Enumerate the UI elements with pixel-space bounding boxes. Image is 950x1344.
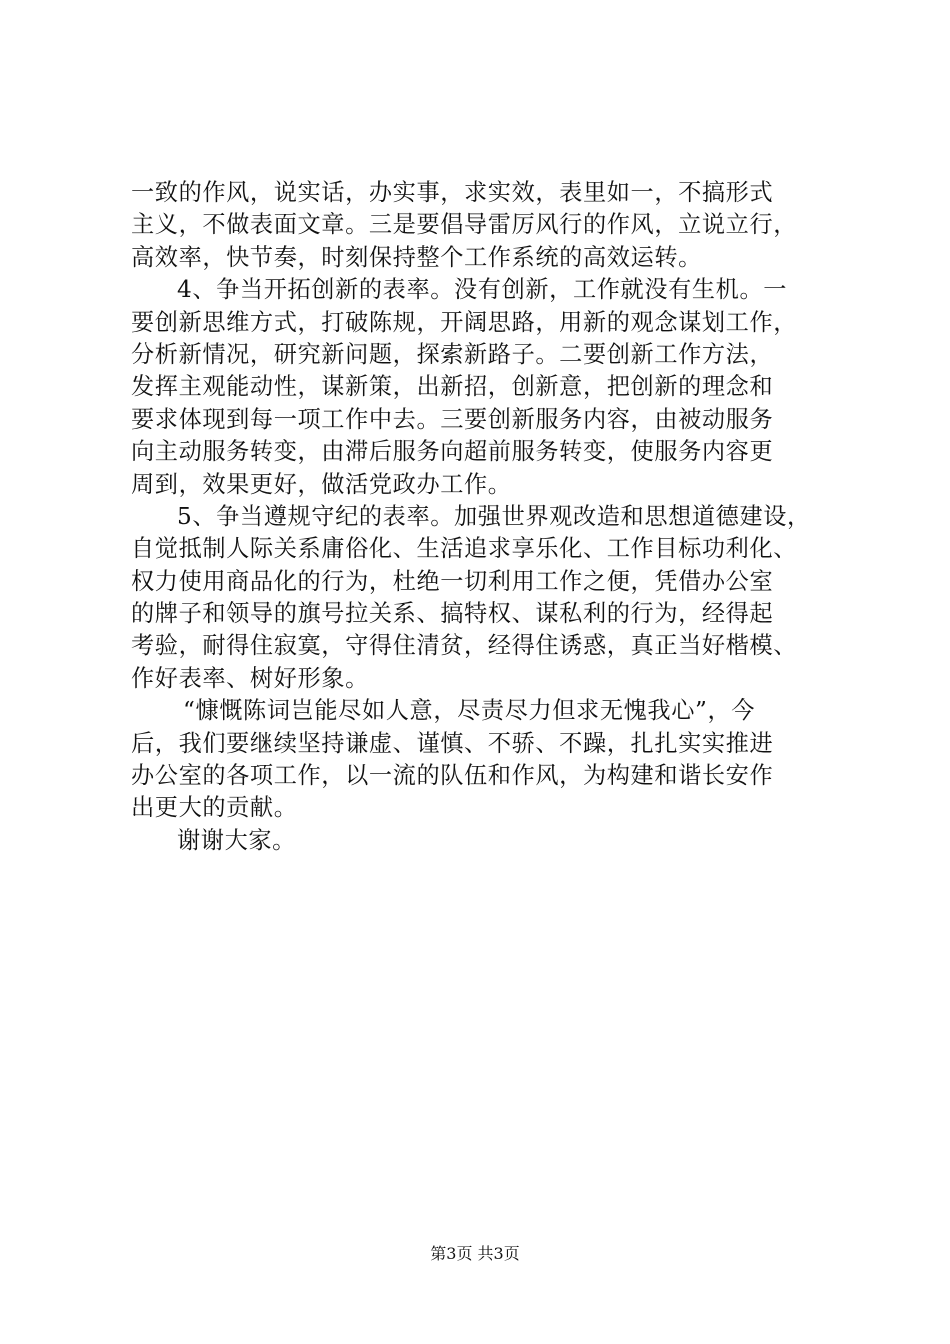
text-line: 发挥主观能动性，谋新策，出新招，创新意，把创新的理念和 (131, 373, 774, 401)
text-line: 的牌子和领导的旗号拉关系、搞特权、谋私利的行为，经得起 (131, 600, 774, 628)
text-line: 要创新思维方式，打破陈规，开阔思路，用新的观念谋划工作， (131, 308, 798, 336)
text-line: 自觉抵制人际关系庸俗化、生活追求享乐化、工作目标功利化、 (131, 535, 798, 563)
paragraph-start-line: 4、争当开拓创新的表率。没有创新，工作就没有生机。一 (177, 276, 788, 304)
text-line: 主义，不做表面文章。三是要倡导雷厉风行的作风，立说立行， (131, 211, 798, 239)
paragraph-start-line: 5、争当遵规守纪的表率。加强世界观改造和思想道德建设， (177, 502, 811, 530)
text-line: 高效率，快节奏，时刻保持整个工作系统的高效运转。 (131, 243, 702, 271)
text-line: 分析新情况，研究新问题，探索新路子。二要创新工作方法， (131, 340, 774, 368)
text-line: 后，我们要继续坚持谦虚、谨慎、不骄、不躁，扎扎实实推进 (131, 729, 774, 757)
paragraph-start-line: “慷慨陈词岂能尽如人意，尽责尽力但求无愧我心”，今 (183, 697, 756, 725)
document-body (131, 177, 847, 857)
text-line: 权力使用商品化的行为，杜绝一切利用工作之便，凭借办公室 (131, 567, 774, 595)
text-line: 向主动服务转变，由滞后服务向超前服务转变，使服务内容更 (131, 438, 774, 466)
text-line: 考验，耐得住寂寞，守得住清贫，经得住诱惑，真正当好楷模、 (131, 632, 798, 660)
text-line: 要求体现到每一项工作中去。三要创新服务内容，由被动服务 (131, 405, 774, 433)
text-line: 一致的作风，说实话，办实事，求实效，表里如一，不搞形式 (131, 179, 774, 206)
page-number-footer: 第3页 共3页 (430, 1244, 520, 1263)
text-line: 办公室的各项工作，以一流的队伍和作风，为构建和谐长安作 (131, 762, 774, 790)
closing-line: 谢谢大家。 (177, 826, 296, 854)
text-line: 周到，效果更好，做活党政办工作。 (131, 470, 512, 498)
text-line: 作好表率、树好形象。 (131, 664, 369, 692)
text-line: 出更大的贡献。 (131, 794, 298, 822)
